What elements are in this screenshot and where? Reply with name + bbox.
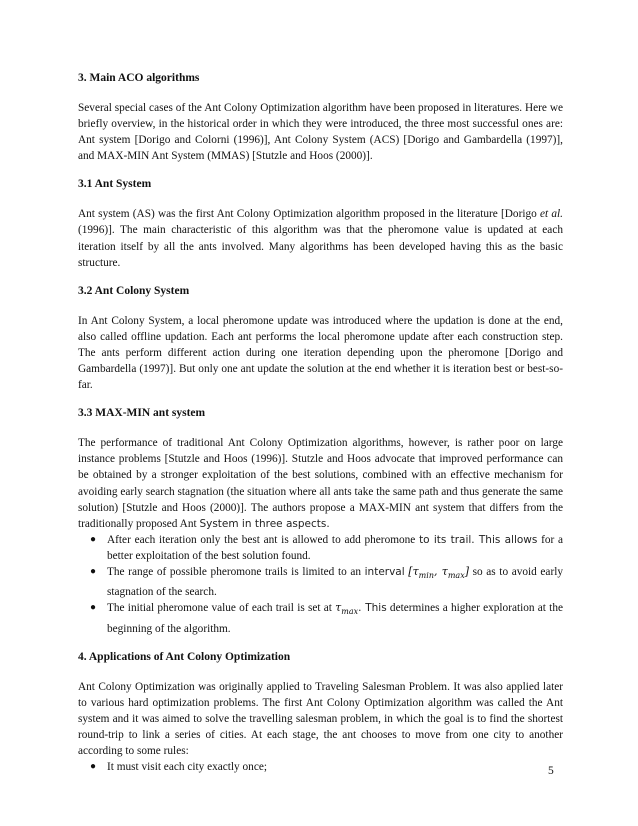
math-interval: [$\tau_{min}$, $\tau_{max}$] [408,564,470,581]
text-fragment: The initial pheromone value of each trail is set at [107,602,336,615]
section-heading-ant-colony-system: 3.2 Ant Colony System [78,284,190,297]
page-number: 5 [548,765,554,777]
bullet-icon: ● [90,602,97,614]
section-heading-max-min: 3.3 MAX-MIN ant system [78,407,206,420]
text-fragment: The performance of traditional Ant Colony Optimization algorithms, however, is rather poor on large instance problems [Stutzle and Hoos (1996)]. Stutzle and Hoos advocate that improved performance can be obtained by a stronger exploitation of the best solutions, combined with an effective mechanism for avoiding early search stagnation (the situation where all ants take the same path and thus generate the same solution) [Stutzle and Hoos (2000)]. The authors propose a MAX-MIN ant system that differs from the traditionally proposed Ant [78,437,563,530]
list-item [78,600,563,636]
page-content [78,70,563,775]
bullet-icon: ● [90,761,97,773]
list-item [78,564,563,600]
text-fragment: to its trail. This allows [419,533,538,546]
section-heading-applications: 4. Applications of Ant Colony Optimization [78,650,291,663]
paragraph-ant-system [78,206,563,270]
text-fragment: . This [358,602,387,615]
text-fragment: (1996)]. The main characteristic of this algorithm was that the pheromone value is updated at each iteration itself by all the ants involved. Many algorithms has been developed having this as the basic structure. [78,224,563,269]
list-item [78,532,563,564]
text-fragment: so as to avoid early stagnation of the search. [107,565,563,599]
text-fragment: Ant system (AS) was the first Ant Colony Optimization algorithm proposed in the literature [Dorigo [78,208,540,221]
text-fragment: for a better exploitation of the best solution found. [107,533,563,562]
paragraph-main-aco: Several special cases of the Ant Colony Optimization algorithm have been proposed in literatures. Here we briefly overview, in the historical order in which they were introduced, the three most successful ones are: Ant system [Dorigo and Colorni (1996)], Ant Colony System (ACS) [Dorigo and Gambardella (1997)], and MAX-MIN Ant System (MMAS) [Stutzle and Hoos (2000)]. [78,102,563,163]
section-heading-main-aco: 3. Main ACO algorithms [78,72,200,84]
math-tau-max: $\tau_{max}$ [335,601,359,617]
bullet-icon: ● [90,533,97,545]
paragraph-ant-colony-system: In Ant Colony System, a local pheromone update was introduced where the updation is done at the end, also called offline updation. Each ant performs the local pheromone update after each construction step. The ants perform different action during one iteration depending upon the pheromone [Dorigo and Gambardella (1997)]. But only one ant update the solution at the end whether it is iteration best or best-so-far. [78,314,563,392]
section-heading-ant-system: 3.1 Ant System [78,178,152,191]
paragraph-max-min [78,435,563,532]
text-fragment: It must visit each city exactly once; [107,761,267,774]
italic-fragment: et al. [540,208,563,221]
max-min-bullet-list [78,532,563,637]
list-item [78,759,563,775]
text-fragment: After each iteration only the best ant is allowed to add pheromone [107,533,420,546]
text-fragment: interval [364,565,405,578]
text-fragment: System in three aspects. [199,517,330,530]
text-fragment: determines a higher exploration at the beginning of the algorithm. [107,602,563,635]
paragraph-applications: Ant Colony Optimization was originally applied to Traveling Salesman Problem. It was also applied later to various hard optimization problems. The first Ant Colony Optimization algorithm was called the Ant system and it was aimed to solve the travelling salesman problem, in which the goal is to find the shortest round-trip to link a series of cities. At each stage, the ant chooses to move from one city to another according to some rules: [78,680,563,758]
bullet-icon: ● [90,565,97,577]
text-fragment: The range of possible pheromone trails is limited to an [107,565,365,578]
applications-bullet-list [78,759,563,775]
